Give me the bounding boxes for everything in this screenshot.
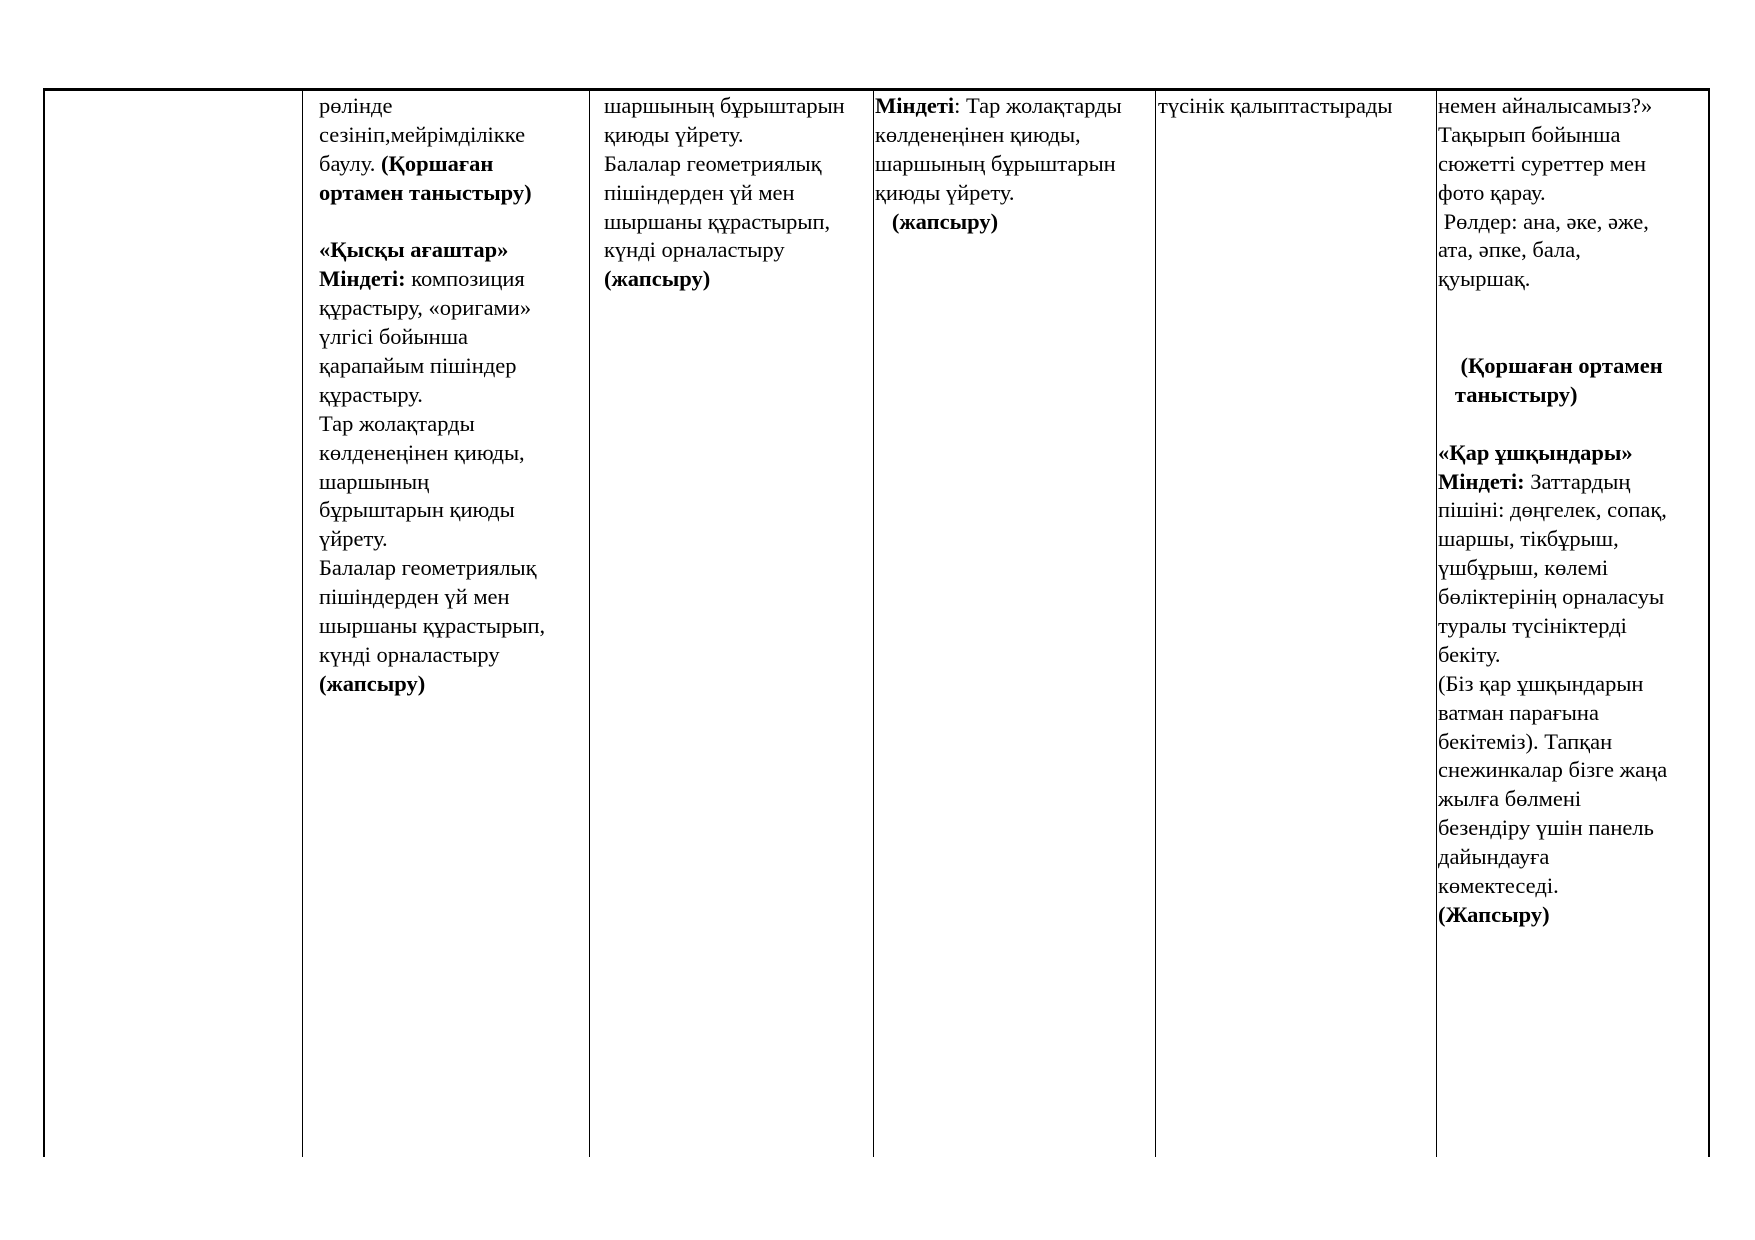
text-run: пішіндерден үй мен	[319, 584, 510, 610]
bold-text: таныстыру)	[1454, 381, 1578, 407]
text-line	[1438, 92, 1667, 121]
column-divider-5	[1436, 88, 1437, 1157]
text-line	[319, 294, 545, 323]
bold-text: (Қоршаған ортамен	[1460, 353, 1663, 379]
text-run: құрастыру, «оригами»	[319, 295, 532, 321]
text-run: сюжетті суреттер мен	[1438, 150, 1646, 176]
text-run: шаршының бұрыштарын	[604, 93, 845, 118]
bold-text: (Қоршаған	[381, 150, 494, 176]
text-run	[1438, 382, 1455, 407]
text-line	[1438, 150, 1667, 179]
text-run	[875, 209, 892, 234]
text-run: шаршының	[319, 468, 430, 494]
text-run: бұрыштарын қиюды	[319, 497, 515, 523]
table-border-right	[1708, 88, 1710, 1157]
text-line	[319, 265, 545, 294]
text-line	[319, 439, 545, 468]
text-run: шаршының бұрыштарын	[875, 150, 1116, 176]
text-line	[604, 265, 845, 294]
text-run: рөлінде	[319, 93, 393, 118]
text-run: күнді орналастыру	[319, 641, 500, 667]
text-run: қуыршақ.	[1438, 266, 1531, 292]
text-line	[1438, 208, 1667, 237]
table-cell-col4	[875, 92, 1122, 236]
text-run: баулу.	[319, 150, 382, 176]
text-line	[319, 525, 545, 554]
text-run: снежинкалар бізге жаңа	[1438, 757, 1668, 783]
text-line	[319, 554, 545, 583]
blank-line	[1438, 410, 1667, 439]
text-line	[875, 121, 1122, 150]
text-run: (Біз қар ұшқындарын	[1438, 670, 1644, 696]
table-cell-col6	[1438, 92, 1667, 930]
text-run: Рөлдер: ана, әке, әже,	[1438, 208, 1649, 234]
text-run: : Тар жолақтарды	[954, 93, 1122, 118]
text-run: Заттардың	[1524, 468, 1631, 494]
text-run: безендіру үшін панель	[1438, 815, 1654, 841]
text-line	[319, 381, 545, 410]
text-run: көлденеңінен қиюды,	[319, 439, 525, 465]
bold-text: (жапсыру)	[891, 208, 999, 234]
text-run: жылға бөлмені	[1438, 786, 1582, 812]
text-line	[1438, 554, 1667, 583]
text-line	[1438, 381, 1667, 410]
blank-line	[1438, 323, 1667, 352]
table-cell-col2	[319, 92, 545, 699]
text-line	[1438, 352, 1667, 381]
text-run: үйрету.	[319, 526, 388, 552]
column-divider-3	[873, 88, 874, 1157]
bold-text: Міндеті:	[319, 266, 406, 292]
text-line	[319, 236, 545, 265]
text-line	[1438, 179, 1667, 208]
text-line	[319, 92, 545, 121]
text-line	[319, 121, 545, 150]
text-line	[319, 410, 545, 439]
text-run: Балалар геометриялық	[604, 150, 822, 176]
text-run: дайындауға	[1438, 844, 1550, 870]
text-line	[1158, 92, 1393, 121]
text-run: композиция	[405, 266, 525, 292]
text-line	[604, 150, 845, 179]
text-run: пішіні: дөңгелек, сопақ,	[1438, 497, 1667, 523]
bold-text: (Жапсыру)	[1438, 901, 1550, 927]
text-run: үшбұрыш, көлемі	[1438, 555, 1609, 581]
table-border-left	[43, 88, 45, 1157]
text-run: Балалар геометриялық	[319, 555, 537, 581]
blank-line	[319, 208, 545, 237]
text-line	[319, 583, 545, 612]
text-run: бекітеміз). Тапқан	[1438, 728, 1613, 754]
text-run: қиюды үйрету.	[875, 179, 1015, 205]
text-run: шыршаны құрастырып,	[604, 208, 831, 234]
text-line	[1438, 699, 1667, 728]
bold-text: (жапсыру)	[319, 670, 426, 696]
text-line	[1438, 265, 1667, 294]
table-cell-col5	[1158, 92, 1393, 121]
text-run: сезініп,мейрімділікке	[319, 121, 526, 147]
text-line	[1438, 756, 1667, 785]
text-line	[319, 468, 545, 497]
text-line	[1438, 901, 1667, 930]
text-line	[875, 150, 1122, 179]
text-line	[604, 121, 845, 150]
text-line	[319, 612, 545, 641]
text-run: Тақырып бойынша	[1438, 121, 1621, 147]
text-run: шаршы, тікбұрыш,	[1438, 526, 1619, 552]
text-run: фото қарау.	[1438, 179, 1546, 205]
text-line	[319, 323, 545, 352]
text-line	[604, 179, 845, 208]
blank-line	[1438, 294, 1667, 323]
text-line	[1438, 872, 1667, 901]
table-cell-col3	[604, 92, 845, 294]
text-line	[319, 496, 545, 525]
text-line	[875, 208, 1122, 237]
column-divider-1	[302, 88, 303, 1157]
text-line	[1438, 468, 1667, 497]
bold-text: «Қысқы ағаштар»	[319, 237, 509, 263]
text-line	[319, 641, 545, 670]
text-run: көлденеңінен қиюды,	[875, 121, 1081, 147]
text-line	[1438, 641, 1667, 670]
text-line	[604, 92, 845, 121]
text-line	[319, 150, 545, 179]
text-run: немен айналысамыз?»	[1438, 93, 1653, 118]
text-run: үлгісі бойынша	[319, 324, 469, 350]
text-run: Тар жолақтарды	[319, 410, 475, 436]
text-run: ватман парағына	[1438, 699, 1599, 725]
text-line	[1438, 525, 1667, 554]
text-line	[875, 92, 1122, 121]
text-line	[1438, 439, 1667, 468]
column-divider-4	[1155, 88, 1156, 1157]
text-line	[875, 179, 1122, 208]
text-run: қарапайым пішіндер	[319, 353, 517, 379]
bold-text: (жапсыру)	[604, 266, 711, 292]
text-line	[1438, 496, 1667, 525]
text-run: ата, әпке, бала,	[1438, 237, 1581, 263]
text-run: шыршаны құрастырып,	[319, 613, 546, 639]
text-run: құрастыру.	[319, 381, 423, 407]
text-run: туралы түсініктерді	[1438, 613, 1627, 639]
text-line	[319, 352, 545, 381]
bold-text: «Қар ұшқындары»	[1438, 439, 1633, 465]
text-line	[319, 670, 545, 699]
text-run: күнді орналастыру	[604, 237, 785, 263]
text-run: бөліктерінің орналасуы	[1438, 584, 1665, 610]
text-run: бекіту.	[1438, 641, 1501, 667]
text-run	[1438, 353, 1461, 378]
column-divider-2	[589, 88, 590, 1157]
text-run: қиюды үйрету.	[604, 121, 744, 147]
text-line	[1438, 121, 1667, 150]
text-line	[1438, 583, 1667, 612]
bold-text: ортамен таныстыру)	[319, 179, 532, 205]
text-line	[1438, 236, 1667, 265]
bold-text: Міндеті	[875, 93, 955, 118]
text-line	[1438, 728, 1667, 757]
bold-text: Міндеті:	[1438, 468, 1525, 494]
text-line	[604, 236, 845, 265]
text-run: пішіндерден үй мен	[604, 179, 795, 205]
text-run: түсінік қалыптастырады	[1158, 93, 1393, 118]
text-line	[1438, 814, 1667, 843]
table-top-border	[43, 88, 1710, 91]
text-run: көмектеседі.	[1438, 873, 1559, 899]
text-line	[1438, 785, 1667, 814]
text-line	[1438, 612, 1667, 641]
text-line	[319, 179, 545, 208]
text-line	[1438, 843, 1667, 872]
text-line	[604, 208, 845, 237]
text-line	[1438, 670, 1667, 699]
